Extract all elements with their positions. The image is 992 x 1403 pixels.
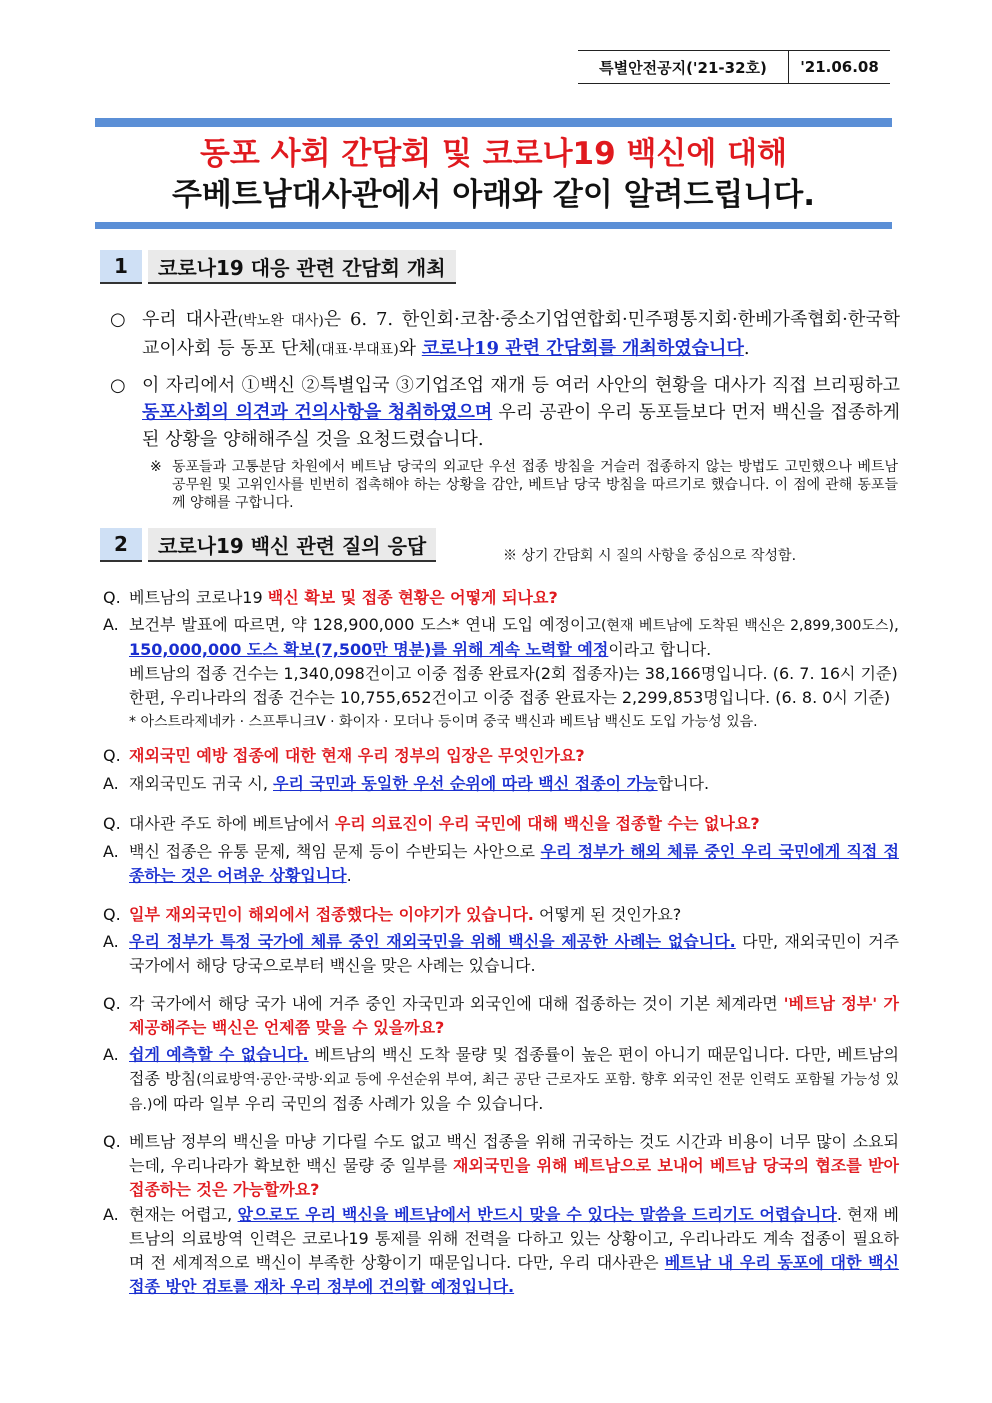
section-1-bullet-1: ○ 우리 대사관(박노완 대사)은 6. 7. 한인회·코참·중소기업연합회·민주평통지회·한베가족협회·한국학교이사회 등 동포 단체(대표·부대표)와 코로나19 관련 간담회를 개최하였습니다. bbox=[110, 306, 900, 364]
question-4: Q. 일부 재외국민이 해외에서 접종했다는 이야기가 있습니다. 어떻게 된 것인가요? bbox=[103, 905, 682, 924]
section-2-heading bbox=[100, 528, 436, 562]
page-title bbox=[95, 134, 892, 216]
section-1-number: 1 bbox=[100, 250, 142, 284]
answer-1: A. 보건부 발표에 따르면, 약 128,900,000 도스* 연내 도입 예정이고(현재 베트남에 도착된 백신은 2,899,300도스), 150,000,000 도스 확보(7,500만 명분)를 위해 계속 노력할 예정이라고 합니다. 베트남의 접종 건수는 1,340,098건이고 이중 접종 완료자(2회 접종자)는 38,166명입니다. (6. 7. 16시 기준) 한편, 우리나라의 접종 건수는 10,755,652건이고 이중 접종 완료자는 2,299,853명입니다. (6. 8. 0시 기준) * 아스트라제네카 · 스프투니크V · 화이자 · 모더나 등이며 중국 백신과 베트남 백신도 도입 가능성 있음. bbox=[103, 615, 900, 730]
highlight-text: 코로나19 관련 간담회를 개최하였습니다 bbox=[421, 338, 744, 359]
answer-5: A. 쉽게 예측할 수 없습니다. 베트남의 백신 도착 물량 및 접종률이 높은 편이 아니기 때문입니다. 다만, 베트남의 접종 방침(의료방역·공안·국방·외교 등에 우선순위 부여, 최근 공단 근로자도 포함. 향후 외국인 전문 인력도 포함될 가능성 있음.)에 따라 일부 우리 국민의 접종 사례가 있을 수 있습니다. bbox=[103, 1045, 899, 1113]
section-1-title: 코로나19 대응 관련 간담회 개최 bbox=[148, 250, 456, 284]
section-1-bullet-2: ○ 이 자리에서 ①백신 ②특별입국 ③기업조업 재개 등 여러 사안의 현황을 대사가 직접 브리핑하고 동포사회의 의견과 건의사항을 청취하였으며 우리 공관이 우리 동포들보다 먼저 백신을 접종하게 된 상황을 양해해주실 것을 요청드렸습니다. bbox=[110, 372, 900, 453]
question-2: Q. 재외국민 예방 접종에 대한 현재 우리 정부의 입장은 무엇인가요? bbox=[103, 746, 585, 765]
section-2-title: 코로나19 백신 관련 질의 응답 bbox=[148, 528, 436, 562]
question-5: Q. 각 국가에서 해당 국가 내에 거주 중인 자국민과 외국인에 대해 접종하는 것이 기본 체계라면 '베트남 정부' 가 제공해주는 백신은 언제쯤 맞을 수 있을까요? bbox=[103, 994, 899, 1037]
section-1-heading bbox=[100, 250, 456, 284]
notice-info-box bbox=[578, 50, 890, 84]
bullet-mark: ○ bbox=[110, 375, 126, 396]
notice-number: 특별안전공지('21-32호) bbox=[578, 51, 789, 83]
question-1: Q. 베트남의 코로나19 백신 확보 및 접종 현황은 어떻게 되나요? bbox=[103, 588, 558, 607]
question-3: Q. 대사관 주도 하에 베트남에서 우리 의료진이 우리 국민에 대해 백신을 접종할 수는 없나요? bbox=[103, 814, 760, 833]
answer-2: A. 재외국민도 귀국 시, 우리 국민과 동일한 우선 순위에 따라 백신 접종이 가능합니다. bbox=[103, 774, 710, 793]
answer-6: A. 현재는 어렵고, 앞으로도 우리 백신을 베트남에서 반드시 맞을 수 있다는 말씀을 드리기도 어렵습니다. 현재 베트남의 의료방역 인력은 코로나19 통제를 위해 전력을 다하고 있는 상황이고, 우리나라도 계속 접종이 필요하며 전 세계적으로 백신이 부족한 상황이기 때문입니다. 다만, 우리 대사관은 베트남 내 우리 동포에 대한 백신 접종 방안 검토를 재차 우리 정부에 건의할 예정입니다. bbox=[103, 1205, 899, 1296]
answer-3: A. 백신 접종은 유통 문제, 책임 문제 등이 수반되는 사안으로 우리 정부가 해외 체류 중인 우리 국민에게 직접 접종하는 것은 어려운 상황입니다. bbox=[103, 842, 899, 885]
title-line-2: 주베트남대사관에서 아래와 같이 알려드립니다. bbox=[171, 177, 816, 213]
answer-4: A. 우리 정부가 특정 국가에 체류 중인 재외국민을 위해 백신을 제공한 사례는 없습니다. 다만, 재외국민이 거주 국가에서 해당 당국으로부터 백신을 맞은 사례는 있습니다. bbox=[103, 932, 900, 975]
title-top-bar bbox=[95, 118, 892, 127]
title-bottom-bar bbox=[95, 222, 892, 229]
title-line-1: 동포 사회 간담회 및 코로나19 백신에 대해 bbox=[199, 136, 788, 172]
question-6: Q. 베트남 정부의 백신을 마냥 기다릴 수도 없고 백신 접종을 위해 귀국하는 것도 시간과 비용이 너무 많이 소요되는데, 우리나라가 확보한 백신 물량 중 일부를 재외국민을 위해 베트남으로 보내어 베트남 당국의 협조를 받아 접종하는 것은 가능할까요? bbox=[103, 1132, 899, 1199]
highlight-text: 동포사회의 의견과 건의사항을 청취하였으며 bbox=[142, 402, 493, 423]
notice-date: '21.06.08 bbox=[800, 58, 879, 76]
section-2-note: ※ 상기 간담회 시 질의 사항을 중심으로 작성함. bbox=[503, 548, 797, 564]
section-2-number: 2 bbox=[100, 528, 142, 562]
section-1-reference-note: ※ 동포들과 고통분담 차원에서 베트남 당국의 외교단 우선 접종 방침을 거슬러 접종하지 않는 방법도 고민했으나 베트남 공무원 및 고위인사를 빈번히 접촉해야 하는 상황을 감안, 베트남 당국 방침을 따르기로 했습니다. 이 점에 관해 동포들께 양해를 구합니다. bbox=[150, 459, 898, 511]
bullet-mark: ○ bbox=[110, 309, 126, 330]
